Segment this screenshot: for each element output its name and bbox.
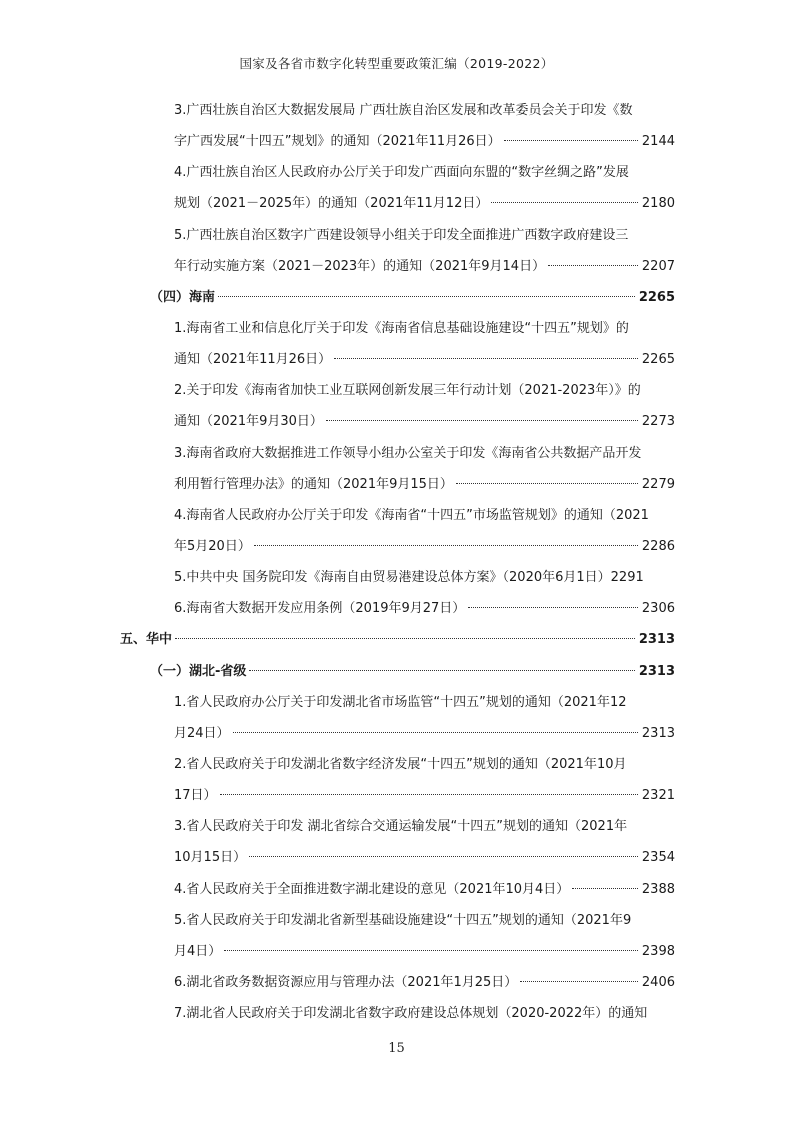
dot-leader bbox=[218, 296, 635, 297]
toc-entry-page: 2306 bbox=[641, 601, 675, 616]
dot-leader bbox=[548, 265, 638, 266]
toc-entry bbox=[174, 349, 675, 371]
toc-entry-text: 4.省人民政府关于全面推进数字湖北建设的意见（2021年10月4日） bbox=[174, 882, 570, 897]
toc-entry bbox=[174, 443, 641, 465]
toc-entry bbox=[174, 910, 631, 932]
toc-entry bbox=[174, 505, 649, 527]
dot-leader bbox=[233, 732, 638, 733]
toc-entry-page: 2279 bbox=[641, 477, 675, 492]
toc-entry bbox=[174, 754, 627, 776]
toc-entry-page: 2286 bbox=[641, 539, 675, 554]
toc-entry-page: 2398 bbox=[641, 944, 675, 959]
toc-entry-text: 月24日） bbox=[174, 726, 230, 741]
toc-entry-text: 5.广西壮族自治区数字广西建设领导小组关于印发全面推进广西数字政府建设三 bbox=[174, 228, 629, 243]
toc-entry-page: 2388 bbox=[641, 882, 675, 897]
toc-entry-text: 利用暂行管理办法》的通知（2021年9月15日） bbox=[174, 477, 453, 492]
toc-entry-page: 2180 bbox=[641, 196, 675, 211]
toc-entry bbox=[174, 816, 627, 838]
toc-entry-page: 2265 bbox=[638, 290, 675, 305]
toc-entry-text: 2.省人民政府关于印发湖北省数字经济发展“十四五”规划的通知（2021年10月 bbox=[174, 757, 627, 772]
toc-entry-page: 2313 bbox=[638, 632, 675, 647]
dot-leader bbox=[175, 638, 635, 639]
toc-entry-text: 通知（2021年11月26日） bbox=[174, 352, 332, 367]
toc-entry-text: 月4日） bbox=[174, 944, 222, 959]
toc-entry bbox=[174, 380, 641, 402]
dot-leader bbox=[334, 358, 638, 359]
toc-entry bbox=[174, 131, 675, 153]
toc-entry-text: 7.湖北省人民政府关于印发湖北省数字政府建设总体规划（2020-2022年）的通知 bbox=[174, 1006, 648, 1021]
toc-entry bbox=[174, 411, 675, 433]
toc-entry-text: 3.海南省政府大数据推进工作领导小组办公室关于印发《海南省公共数据产品开发 bbox=[174, 446, 642, 461]
toc-entry-page: 2144 bbox=[641, 134, 675, 149]
toc-entry bbox=[174, 723, 675, 745]
toc-entry-page: 2406 bbox=[641, 975, 675, 990]
toc-entry-text: 6.湖北省政务数据资源应用与管理办法（2021年1月25日） bbox=[174, 975, 518, 990]
toc-entry-page: 2265 bbox=[641, 352, 675, 367]
toc-entry bbox=[174, 879, 675, 901]
dot-leader bbox=[249, 670, 634, 671]
toc-entry-text: 2.关于印发《海南省加快工业互联网创新发展三年行动计划（2021-2023年）》的 bbox=[174, 383, 641, 398]
dot-leader bbox=[491, 202, 638, 203]
page-number: 15 bbox=[388, 1041, 405, 1056]
dot-leader bbox=[520, 981, 638, 982]
toc-entry-text: 五、华中 bbox=[120, 632, 173, 647]
toc-entry bbox=[174, 941, 675, 963]
toc-entry-page: 2313 bbox=[638, 664, 675, 679]
toc-entry-text: 字广西发展“十四五”规划》的通知（2021年11月26日） bbox=[174, 134, 501, 149]
toc-entry-text: （一）湖北-省级 bbox=[150, 664, 247, 679]
toc-entry bbox=[174, 598, 675, 620]
toc-entry-page: 2354 bbox=[641, 850, 675, 865]
toc-entry bbox=[174, 1003, 647, 1025]
toc-entry-text: 4.海南省人民政府办公厅关于印发《海南省“十四五”市场监管规划》的通知（2021 bbox=[174, 508, 649, 523]
toc-entry bbox=[174, 972, 675, 994]
toc-entry-text: （四）海南 bbox=[150, 290, 216, 305]
toc-entry-page: 2313 bbox=[641, 726, 675, 741]
toc-entry bbox=[174, 847, 675, 869]
toc-entry-page: 2207 bbox=[641, 259, 675, 274]
toc-entry bbox=[150, 661, 675, 683]
toc-entry bbox=[174, 474, 675, 496]
toc-entry-text: 5.中共中央 国务院印发《海南自由贸易港建设总体方案》（2020年6月1日）2291 bbox=[174, 570, 644, 585]
toc-entry-text: 6.海南省大数据开发应用条例（2019年9月27日） bbox=[174, 601, 466, 616]
toc-entry-text: 3.广西壮族自治区大数据发展局 广西壮族自治区发展和改革委员会关于印发《数 bbox=[174, 103, 633, 118]
toc-entry-text: 4.广西壮族自治区人民政府办公厅关于印发广西面向东盟的“数字丝绸之路”发展 bbox=[174, 165, 629, 180]
dot-leader bbox=[326, 420, 638, 421]
dot-leader bbox=[220, 794, 638, 795]
toc-entry-text: 1.省人民政府办公厅关于印发湖北省市场监管“十四五”规划的通知（2021年12 bbox=[174, 695, 627, 710]
running-header: 国家及各省市数字化转型重要政策汇编（2019-2022） bbox=[239, 56, 554, 71]
toc-entry bbox=[174, 318, 629, 340]
toc-entry bbox=[174, 225, 628, 247]
toc-entry bbox=[174, 256, 675, 278]
dot-leader bbox=[504, 140, 638, 141]
dot-leader bbox=[468, 607, 638, 608]
toc-entry-text: 年行动实施方案（2021－2023年）的通知（2021年9月14日） bbox=[174, 259, 546, 274]
toc-entry bbox=[120, 629, 675, 651]
toc-entry-page: 2321 bbox=[641, 788, 675, 803]
toc-entry-page: 2273 bbox=[641, 414, 675, 429]
dot-leader bbox=[254, 545, 638, 546]
dot-leader bbox=[572, 888, 638, 889]
toc-entry bbox=[174, 692, 627, 714]
toc-entry bbox=[174, 193, 675, 215]
dot-leader bbox=[249, 856, 638, 857]
dot-leader bbox=[456, 483, 638, 484]
toc-entry bbox=[150, 287, 675, 309]
toc-entry-text: 1.海南省工业和信息化厅关于印发《海南省信息基础设施建设“十四五”规划》的 bbox=[174, 321, 629, 336]
toc-entry-text: 17日） bbox=[174, 788, 217, 803]
toc-entry bbox=[174, 536, 675, 558]
toc-entry-text: 5.省人民政府关于印发湖北省新型基础设施建设“十四五”规划的通知（2021年9 bbox=[174, 913, 632, 928]
toc-entry bbox=[174, 162, 629, 184]
toc-entry-text: 10月15日） bbox=[174, 850, 247, 865]
toc-entry bbox=[174, 100, 633, 122]
toc-entry-text: 规划（2021－2025年）的通知（2021年11月12日） bbox=[174, 196, 489, 211]
toc-entry-text: 年5月20日） bbox=[174, 539, 251, 554]
toc-entry bbox=[174, 785, 675, 807]
dot-leader bbox=[224, 950, 638, 951]
toc-entry-text: 3.省人民政府关于印发 湖北省综合交通运输发展“十四五”规划的通知（2021年 bbox=[174, 819, 628, 834]
toc-entry-text: 通知（2021年9月30日） bbox=[174, 414, 323, 429]
toc-entry bbox=[174, 567, 644, 589]
